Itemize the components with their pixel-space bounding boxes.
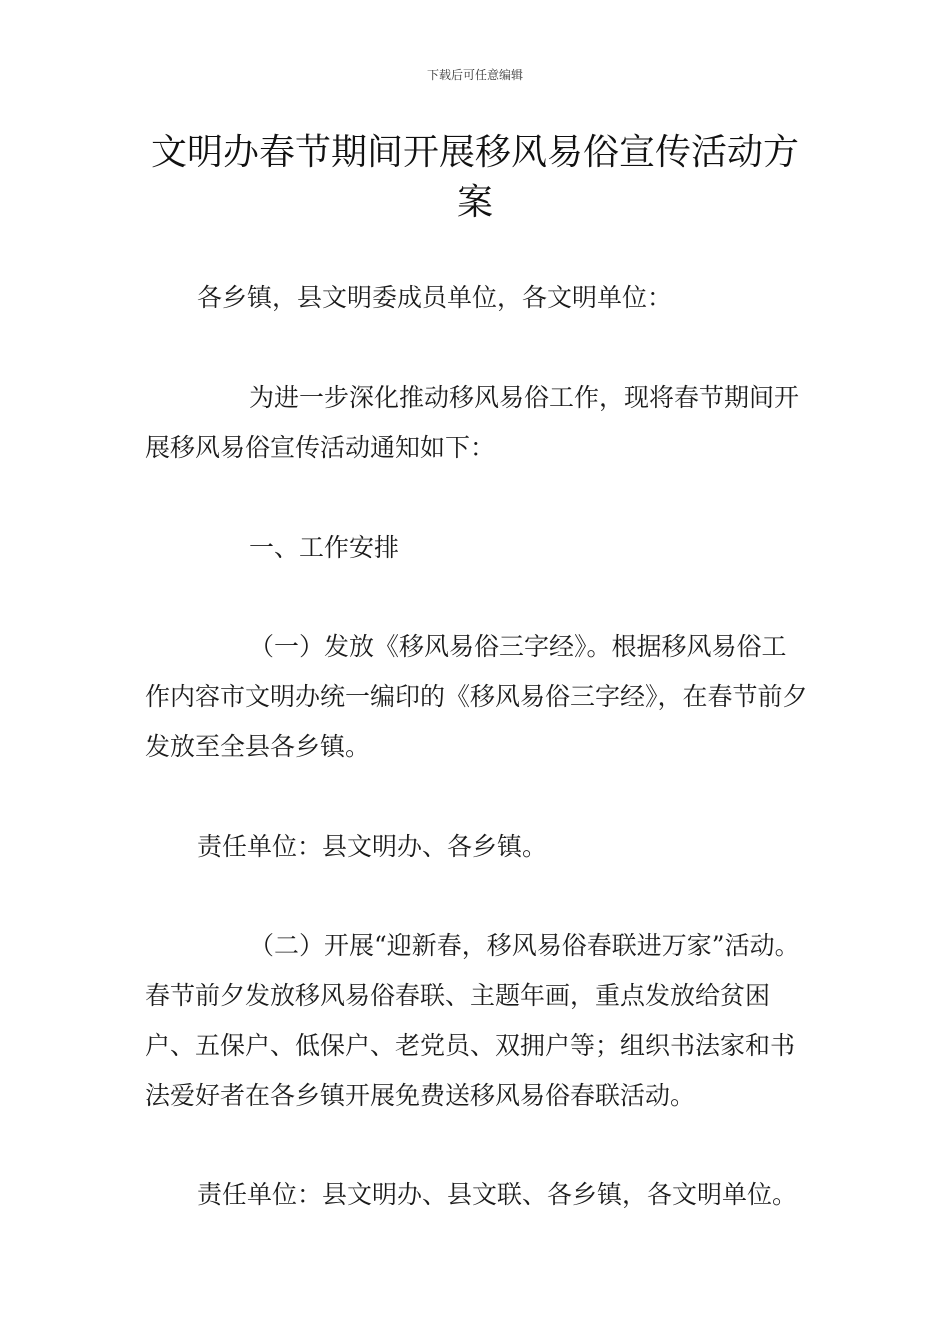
intro-paragraph: 为进一步深化推动移风易俗工作，现将春节期间开展移风易俗宣传活动通知如下： — [145, 383, 800, 462]
section-heading-work-arrangement: 一、工作安排 — [249, 533, 400, 562]
header-note: 下载后可任意编辑 — [426, 68, 523, 82]
item-2-paragraph: （二）开展“迎新春，移风易俗春联进万家”活动。春节前夕发放移风易俗春联、主题年画，重点发放给贫困户、五保户、低保户、老党员、双拥户等；组织书法家和书法爱好者在各乡镇开展免费送移风易俗春联活动。 — [145, 931, 800, 1110]
item-2-responsible-units: 责任单位：县文明办、县文联、各乡镇，各文明单位。 — [197, 1180, 798, 1209]
salutation: 各乡镇，县文明委成员单位，各文明单位： — [197, 283, 673, 312]
document-title: 文明办春节期间开展移风易俗宣传活动方案 — [150, 132, 799, 223]
item-1-responsible-units: 责任单位：县文明办、各乡镇。 — [197, 832, 548, 861]
item-1-paragraph: （一）发放《移风易俗三字经》。根据移风易俗工作内容市文明办统一编印的《移风易俗三字经》，在春节前夕发放至全县各乡镇。 — [145, 632, 808, 761]
